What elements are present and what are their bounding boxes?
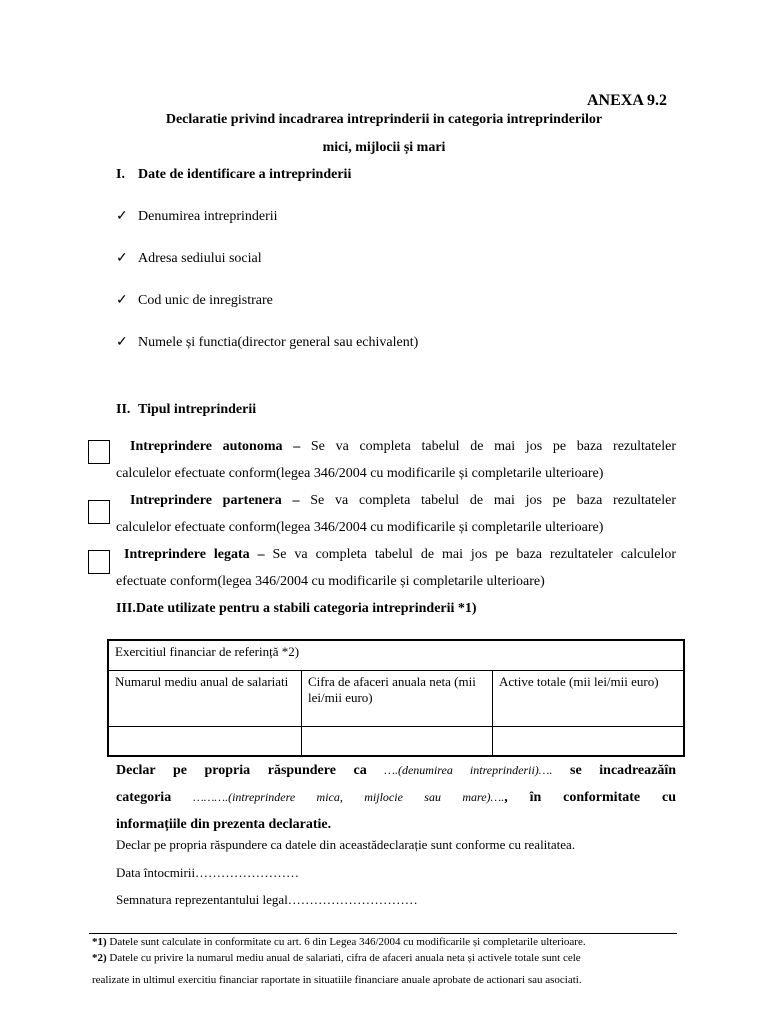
checkmark-icon: ✓ — [116, 209, 128, 224]
footnote-divider — [89, 933, 677, 934]
linked-checkbox[interactable] — [88, 550, 110, 574]
dash: – — [257, 547, 265, 562]
declaration-bold: informațiile din prezenta declaratie. — [116, 817, 332, 832]
date-field[interactable]: Data întocmirii…………………… — [116, 865, 300, 880]
option-text: Se va completa tabelul de mai jos pe baza rezultateler — [310, 439, 677, 454]
declaration-truth-statement: Declar pe propria răspundere ca datele din aceastădeclarație sunt conforme cu realitatea. — [116, 837, 576, 852]
option-text-line2: calculelor efectuate conform(legea 346/2004 cu modificarile și completarile ulterioare) — [116, 466, 604, 481]
option-linked — [116, 541, 676, 595]
option-text-line2: efectuate conform(legea 346/2004 cu modificarile și completarile ulterioare) — [116, 574, 545, 589]
option-label: Intreprindere autonoma — [130, 439, 283, 454]
table-header: Exercitiul financiar de referință *2) — [108, 640, 684, 670]
footnote-marker: *2) — [92, 952, 107, 964]
dash: – — [292, 493, 300, 508]
partner-checkbox[interactable] — [88, 500, 110, 524]
section1-number: I. — [116, 167, 125, 182]
section3-heading: III.Date utilizate pentru a stabili categoria intreprinderii *1) — [116, 601, 477, 616]
option-text: Se va completa tabelul de mai jos pe baza rezultateler — [310, 493, 676, 508]
employees-value-cell[interactable] — [108, 726, 302, 756]
footnote-2 — [92, 952, 581, 964]
turnover-value-cell[interactable] — [302, 726, 493, 756]
footnote-text: Datele cu privire la numarul mediu anual de salariati, cifra de afaceri anuala neta și activele totale sunt cele — [109, 952, 581, 964]
footnote-1 — [92, 936, 586, 948]
footnote-text: Datele sunt calculate in conformitate cu art. 6 din Legea 346/2004 cu modificarile și completarile ulterioare. — [109, 936, 586, 948]
category-placeholder: ……….(intreprindere mica, mijlocie sau mare)…. — [193, 790, 505, 804]
declaration-bold: , în conformitate cu — [504, 790, 676, 805]
identification-item-label: Cod unic de inregistrare — [138, 293, 273, 308]
option-text-line2: calculelor efectuate conform(legea 346/2004 cu modificarile și completarile ulterioare) — [116, 520, 604, 535]
identification-item — [116, 250, 262, 267]
enterprise-name-placeholder: ….(denumirea intreprinderii)…. — [384, 763, 553, 777]
checkmark-icon: ✓ — [116, 293, 128, 308]
declaration-statement — [116, 757, 676, 838]
section2-title: Tipul intreprinderii — [138, 402, 257, 417]
assets-value-cell[interactable] — [493, 726, 685, 756]
identification-item — [116, 292, 273, 309]
option-label: Intreprindere partenera — [130, 493, 282, 508]
footnote-2-continued: realizate in ultimul exercitiu financiar raportate in situatiile financiare anuale aprobate de actionari sau asociati. — [92, 974, 582, 986]
document-title: Declaratie privind incadrarea intreprinderii in categoria intreprinderilor — [165, 112, 603, 127]
identification-item-label: Numele și functia(director general sau echivalent) — [138, 335, 419, 350]
column-employees: Numarul mediu anual de salariati — [108, 670, 302, 726]
enterprise-data-table — [107, 639, 685, 757]
annex-number: ANEXA 9.2 — [587, 92, 668, 109]
option-label: Intreprindere legata — [124, 547, 250, 562]
declaration-bold: categoria — [116, 790, 172, 805]
section2-heading — [116, 402, 256, 418]
column-turnover: Cifra de afaceri anuala neta (mii lei/mii euro) — [302, 670, 493, 726]
identification-item — [116, 208, 278, 225]
declaration-bold: se incadreazăîn — [570, 763, 677, 778]
identification-item — [116, 334, 418, 351]
column-assets: Active totale (mii lei/mii euro) — [493, 670, 685, 726]
document-title-line2: mici, mijlocii și mari — [322, 140, 446, 155]
section2-number: II. — [116, 402, 131, 417]
checkmark-icon: ✓ — [116, 251, 128, 266]
section1-heading — [116, 167, 351, 183]
footnote-marker: *1) — [92, 936, 107, 948]
identification-item-label: Denumirea intreprinderii — [138, 209, 278, 224]
identification-item-label: Adresa sediului social — [138, 251, 262, 266]
autonomous-checkbox[interactable] — [88, 440, 110, 464]
option-autonomous — [116, 433, 676, 487]
section1-title: Date de identificare a intreprinderii — [138, 167, 352, 182]
declaration-bold: Declar pe propria răspundere ca — [116, 763, 367, 778]
option-partner — [116, 487, 676, 541]
dash: – — [293, 439, 301, 454]
checkmark-icon: ✓ — [116, 335, 128, 350]
option-text: Se va completa tabelul de mai jos pe baza rezultateler calculelor — [272, 547, 676, 562]
signature-field[interactable]: Semnatura reprezentantului legal………………………… — [116, 892, 418, 907]
